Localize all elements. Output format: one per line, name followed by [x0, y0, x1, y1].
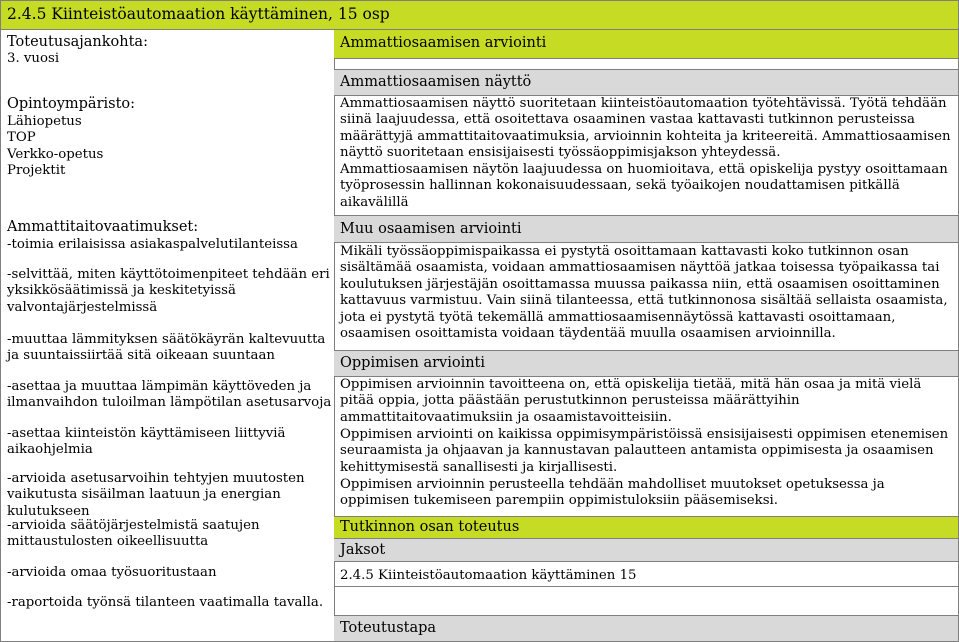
- spacer-row: [334, 587, 958, 615]
- right-column: [334, 30, 959, 642]
- jaksot-header-cell: [334, 539, 958, 562]
- toteutustapa-header-cell: [334, 615, 958, 642]
- muu-header-cell: [334, 216, 958, 243]
- naytto-text: Ammattiosaamisen näyttö suoritetaan kiinteistöautomaation työtehtävissä. Työtä tehdään siinä laajuudessa, että osoitettava osaaminen vastaa kattavasti tutkinnon perusteissa määrättyjä ammattitaitovaatimuksia, arvioinnin kohteita ja kriteereitä. Ammattiosaamisen näyttö suoritetaan ensisijaisesti työssäoppimisjakson yhteydessä.: [340, 96, 951, 161]
- vaatimus-item: -raportoida työnsä tilanteen vaatimalla tavalla.: [7, 595, 324, 610]
- oppimisen-header-cell: [334, 351, 958, 377]
- vaatimus-item: -arvioida asetusarvoihin tehtyjen muutosten vaikutusta sisäilman laatuun ja energian kulutukseen: [7, 471, 305, 519]
- vaatimus-item: -asettaa ja muuttaa lämpimän käyttöveden ja ilmanvaihdon tuloilman lämpötilan asetusarvoja: [7, 379, 332, 411]
- opintoymparisto-item: Projektit: [7, 163, 66, 179]
- arviointi-header-cell: [334, 30, 958, 59]
- opintoymparisto-item: Verkko-opetus: [7, 146, 104, 162]
- vaatimus-item: -selvittää, miten käyttötoimenpiteet tehdään eri yksikkösäätimissä ja keskitetyissä valvontajärjestelmissä: [7, 267, 330, 315]
- oppimisen-header: Oppimisen arviointi: [340, 355, 486, 371]
- vaatimus-item: -toimia erilaisissa asiakaspalvelutilanteissa: [7, 237, 298, 252]
- jaksot-value: 2.4.5 Kiinteistöautomaation käyttäminen 15: [340, 568, 637, 583]
- jaksot-body: [334, 562, 958, 587]
- opintoymparisto-label: Opintoympäristo:: [7, 96, 136, 112]
- vaatimus-item: -arvioida omaa työsuoritustaan: [7, 565, 217, 580]
- muu-body: [334, 243, 958, 351]
- muu-header: Muu osaamisen arviointi: [340, 221, 522, 237]
- opintoymparisto-item: TOP: [7, 130, 36, 146]
- left-column: [0, 30, 335, 642]
- vaatimus-item: -arvioida säätöjärjestelmistä saatujen mittaustulosten oikeellisuutta: [7, 518, 260, 550]
- opintoymparisto-item: Lähiopetus: [7, 114, 82, 129]
- muu-text: Mikäli työssäoppimispaikassa ei pystytä osoittamaan kattavasti koko tutkinnon osan sisältämää osaamista, voidaan ammattiosaamisen näyttöä jatkaa toisessa työpaikassa tai koulutuksen järjestäjän osoittamassa muussa paikassa niin, että osaamisen osoittaminen kattavuus varmistuu. Vain siinä tilanteessa, että tutkinnonosa sisältää sellaista osaamista, jota ei pystytä työtä tekemällä ammattiosaamisennäytössä kattavasti osoittamaan, osaamisen osoittamista voidaan täydentää muulla osaamisen arvioinnilla.: [340, 244, 948, 342]
- oppimisen-body: [334, 377, 958, 517]
- toteutustapa-label: Toteutustapa: [340, 620, 437, 636]
- spacer-row: [334, 59, 958, 70]
- arviointi-header: Ammattiosaamisen arviointi: [340, 35, 547, 51]
- oppimisen-text: Oppimisen arvioinnin tavoitteena on, että opiskelija tietää, mitä hän osaa ja mitä vielä pitää oppia, jotta päästään perustutkinnon perusteissa määrättyihin ammattitaitovaatimuksiin ja osaamistavoitteisiin.: [340, 377, 922, 425]
- opintoymparisto-list: [7, 114, 327, 180]
- page-title: 2.4.5 Kiinteistöautomaation käyttäminen, 15 osp: [7, 5, 390, 23]
- naytto-body: [334, 96, 958, 216]
- toteutus-value: 3. vuosi: [7, 51, 60, 66]
- vaatimukset-label: Ammattitaitovaatimukset:: [7, 219, 199, 235]
- toteutus-header-cell: [334, 517, 958, 539]
- naytto-header-cell: [334, 70, 958, 96]
- oppimisen-text: Oppimisen arviointi on kaikissa oppimisympäristöissä ensisijaisesti oppimisen etenemisen seuraamista ja ohjaavan ja kannustavan palautteen antamista oppimisesta ja osaamisen kehittymisestä sanallisesti ja kirjallisesti.: [340, 427, 949, 475]
- naytto-header: Ammattiosaamisen näyttö: [340, 74, 532, 90]
- vaatimus-item: -asettaa kiinteistön käyttämiseen liittyviä aikaohjelmia: [7, 426, 286, 458]
- page-title-bar: [0, 0, 959, 30]
- vaatimus-item: -muuttaa lämmityksen säätökäyrän kaltevuutta ja suuntaissiirtää sitä oikeaan suuntaan: [7, 332, 326, 364]
- jaksot-label: Jaksot: [340, 542, 386, 558]
- oppimisen-text: Oppimisen arvioinnin perusteella tehdään mahdolliset muutokset opetuksessa ja oppimisen tukemiseen parempiin oppimistuloksiin pääsemiseksi.: [340, 477, 885, 509]
- toteutus-header: Tutkinnon osan toteutus: [340, 519, 520, 535]
- naytto-text: Ammattiosaamisen näytön laajuudessa on huomioitava, että opiskelija pystyy osoittamaan työprosessin hallinnan kokonaisuudessaan, sekä työaikojen noudattamisen pitkällä aikavälillä: [340, 162, 948, 210]
- toteutus-label: Toteutusajankohta:: [7, 34, 148, 50]
